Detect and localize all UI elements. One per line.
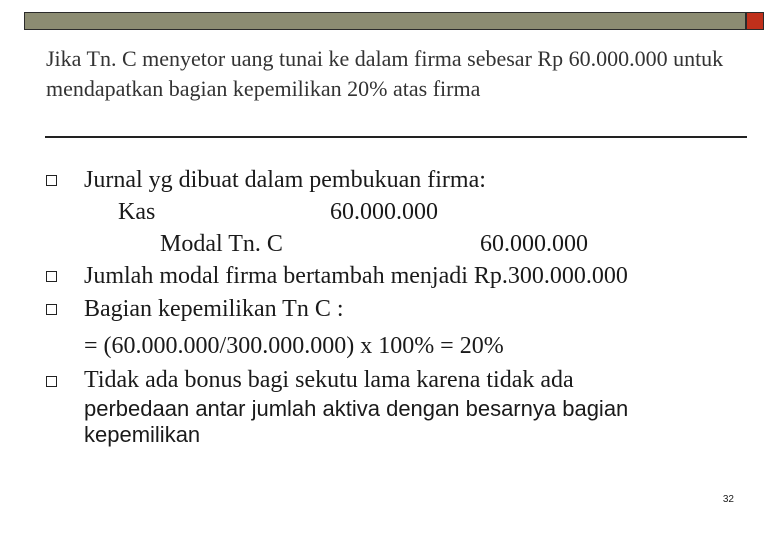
bullet-square-icon bbox=[46, 376, 57, 387]
journal-credit-account: Modal Tn. C bbox=[160, 231, 283, 257]
bullet-text: Bagian kepemilikan Tn C : bbox=[84, 296, 344, 322]
slide-title: Jika Tn. C menyetor uang tunai ke dalam firma sebesar Rp 60.000.000 untuk mendapatkan bagian kepemilikan 20% atas firma bbox=[46, 46, 724, 101]
bullet-text: Tidak ada bonus bagi sekutu lama karena tidak ada bbox=[84, 367, 574, 393]
bullet-text: Jumlah modal firma bertambah menjadi Rp.300.000.000 bbox=[84, 263, 628, 289]
bullet-square-icon bbox=[46, 175, 57, 186]
bullet-text-continuation: perbedaan antar jumlah aktiva dengan besarnya bagian bbox=[84, 396, 629, 421]
header-accent-square bbox=[746, 12, 764, 30]
bullet-square-icon bbox=[46, 304, 57, 315]
journal-debit-amount: 60.000.000 bbox=[330, 199, 438, 225]
page-number: 32 bbox=[722, 494, 734, 505]
bullet-text-continuation: kepemilikan bbox=[84, 422, 201, 447]
title-divider bbox=[45, 136, 747, 138]
journal-credit-amount: 60.000.000 bbox=[480, 231, 588, 257]
journal-debit-account: Kas bbox=[118, 199, 156, 225]
bullet-text: Jurnal yg dibuat dalam pembukuan firma: bbox=[84, 167, 486, 193]
bullet-square-icon bbox=[46, 271, 57, 282]
ownership-formula: = (60.000.000/300.000.000) x 100% = 20% bbox=[84, 333, 504, 359]
header-bar bbox=[24, 12, 746, 30]
